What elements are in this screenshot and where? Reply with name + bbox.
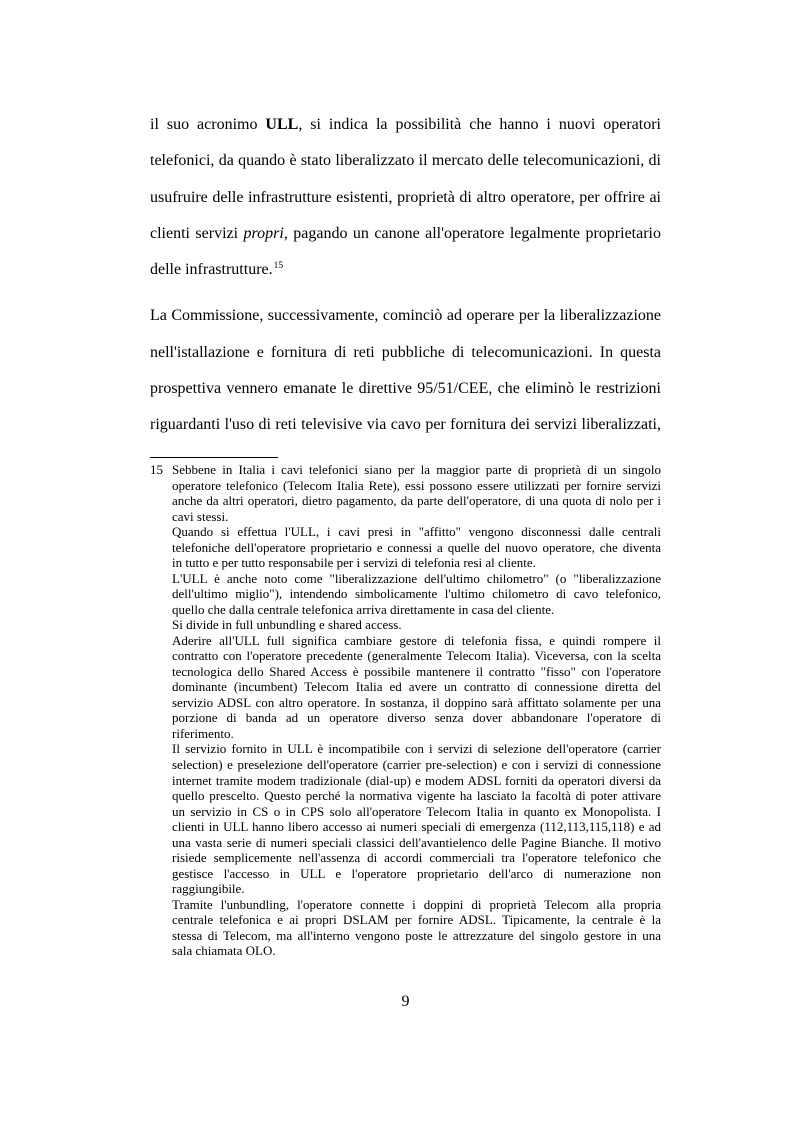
footnote-line: quello che dalla centrale telefonica arriva direttamente in casa del cliente. xyxy=(172,601,555,617)
italic-term: propri xyxy=(243,224,284,242)
footnote-line: dell'ultimo miglio"), intendendo simbolicamente l'ultimo chilometro di cavo telefonico, xyxy=(172,586,661,602)
footnote-line: una vasta serie di numeri speciali classici dell'avantielenco delle Pagine Bianche. Il motivo xyxy=(172,834,661,850)
body-text-line xyxy=(150,216,661,252)
footnote-line: sala chiamata OLO. xyxy=(172,943,276,959)
footnote-line: Il servizio fornito in ULL è incompatibile con i servizi di selezione dell'operatore (carrier xyxy=(172,741,661,757)
footnote-line: servizio ADSL con altro operatore. In sostanza, il doppino sarà affittato solamente per una xyxy=(172,694,661,710)
text-segment: delle infrastrutture. xyxy=(150,261,273,279)
footnote xyxy=(150,462,661,959)
footnote-separator xyxy=(150,457,278,458)
footnote-paragraph xyxy=(172,524,661,571)
footnote-line: clienti in ULL hanno libero accesso ai numeri speciali di emergenza (112,113,115,118) e ad xyxy=(172,819,661,835)
footnote-line: Si divide in full unbundling e shared access. xyxy=(172,617,402,633)
footnote-line: Tramite l'unbundling, l'operatore connette i doppini di proprietà Telecom alla propria xyxy=(172,896,661,912)
footnote-number: 15 xyxy=(150,462,163,478)
body-text-line: usufruire delle infrastrutture esistenti, proprietà di altro operatore, per offrire ai xyxy=(150,188,661,206)
page-number: 9 xyxy=(401,993,410,1010)
footnote-line: contratto con l'operatore precedente (generalmente Telecom Italia). Viceversa, con la scelta xyxy=(172,648,661,664)
body-text-line: La Commissione, successivamente, cominciò ad operare per la liberalizzazione xyxy=(150,307,661,325)
body-paragraph xyxy=(150,298,661,443)
footnote-paragraph xyxy=(172,633,661,742)
footnote-line: telefoniche dell'operatore proprietario e connessi a quelle del nuovo operatore, che diventa xyxy=(172,539,661,555)
footnote-line: Quando si effettua l'ULL, i cavi presi in "affitto" vengono disconnessi dalle centrali xyxy=(172,524,661,540)
body-text-line: prospettiva vennero emanate le direttive 95/51/CEE, che eliminò le restrizioni xyxy=(150,380,661,398)
text-segment: , si indica la possibilità che hanno i nuovi operatori xyxy=(298,116,661,133)
body-paragraph xyxy=(150,107,661,288)
footnote-line: quello prescelto. Questo perché la normativa vigente ha lasciato la facoltà di poter attivare xyxy=(172,788,661,804)
footnote-line: anche da altri operatori, dietro pagamento, da parte dell'operatore, di una quota di nolo per i xyxy=(172,493,661,509)
body-text-line: nell'istallazione e fornitura di reti pubbliche di telecomunicazioni. In questa xyxy=(150,343,661,361)
footnote-line: porzione di banda ad un operatore diverso senza dover abbandonare l'operatore di xyxy=(172,710,661,726)
footnote-line: riferimento. xyxy=(172,725,234,741)
body-text-line xyxy=(150,107,661,143)
body-text-line xyxy=(150,252,661,288)
text-segment: clienti servizi xyxy=(150,224,244,242)
footnote-line: raggiungibile. xyxy=(172,881,245,897)
footnote-line: stessa di Telecom, ma all'interno vengono poste le attrezzature del singolo gestore in una xyxy=(172,927,661,943)
text-segment: , pagando un canone all'operatore legalmente proprietario xyxy=(283,224,662,242)
footnote-line: in tutto e per tutto responsabile per i servizi di telefonia resi al cliente. xyxy=(172,555,536,571)
footnote-reference[interactable]: 15 xyxy=(273,261,284,272)
footnote-line: tecnologica dello Shared Access è possibile mantenere il contratto "fisso" con l'operatore xyxy=(172,663,661,679)
body-text-line: riguardanti l'uso di reti televisive via cavo per fornitura dei servizi liberalizzati, xyxy=(150,416,661,434)
footnote-line: un servizio in CS o in CPS solo all'operatore Telecom Italia in quanto ex Monopolista. I xyxy=(172,803,661,819)
footnote-line: cavi stessi. xyxy=(172,508,229,524)
body-text-line: telefonici, da quando è stato liberalizzato il mercato delle telecomunicazioni, di xyxy=(150,152,661,170)
footnote-line: internet tramite modem tradizionale (dial-up) e modem ADSL forniti da operatori diversi da xyxy=(172,772,661,788)
footnote-line: L'ULL è anche noto come "liberalizzazione dell'ultimo chilometro" (o "liberalizzazione xyxy=(172,570,661,586)
footnote-paragraph xyxy=(172,617,661,633)
footnote-line: centrale telefonica e ai propri DSLAM per fornire ADSL. Tipicamente, la centrale è la xyxy=(172,912,661,928)
footnote-paragraph xyxy=(172,741,661,896)
footnote-line: Aderire all'ULL full significa cambiare gestore di telefonia fissa, e quindi rompere il xyxy=(172,632,661,648)
footnote-line: gestisce l'accesso in ULL e l'operatore proprietario dell'arco di numerazione non xyxy=(172,865,661,881)
footnote-paragraph xyxy=(172,462,661,524)
footnote-line: risiede semplicemente nell'assenza di accordi commerciali tra l'operatore telefonico che xyxy=(172,850,661,866)
footnote-paragraph xyxy=(172,897,661,959)
footnote-line: selection) e preselezione dell'operatore (carrier pre-selection) e con i servizi di connessione xyxy=(172,756,661,772)
main-text xyxy=(150,107,661,444)
footnote-line: operatore telefonico (Telecom Italia Rete), essi possono essere utilizzati per fornire servizi xyxy=(172,477,661,493)
bold-term: ULL xyxy=(265,116,299,133)
footnote-line: dominante (incumbent) Telecom Italia ed avere un contratto di connessione diretta del xyxy=(172,679,661,695)
footnote-line: Sebbene in Italia i cavi telefonici siano per la maggior parte di proprietà di un singolo xyxy=(172,462,661,478)
text-segment: il suo acronimo xyxy=(150,116,266,133)
footnote-paragraph xyxy=(172,571,661,618)
